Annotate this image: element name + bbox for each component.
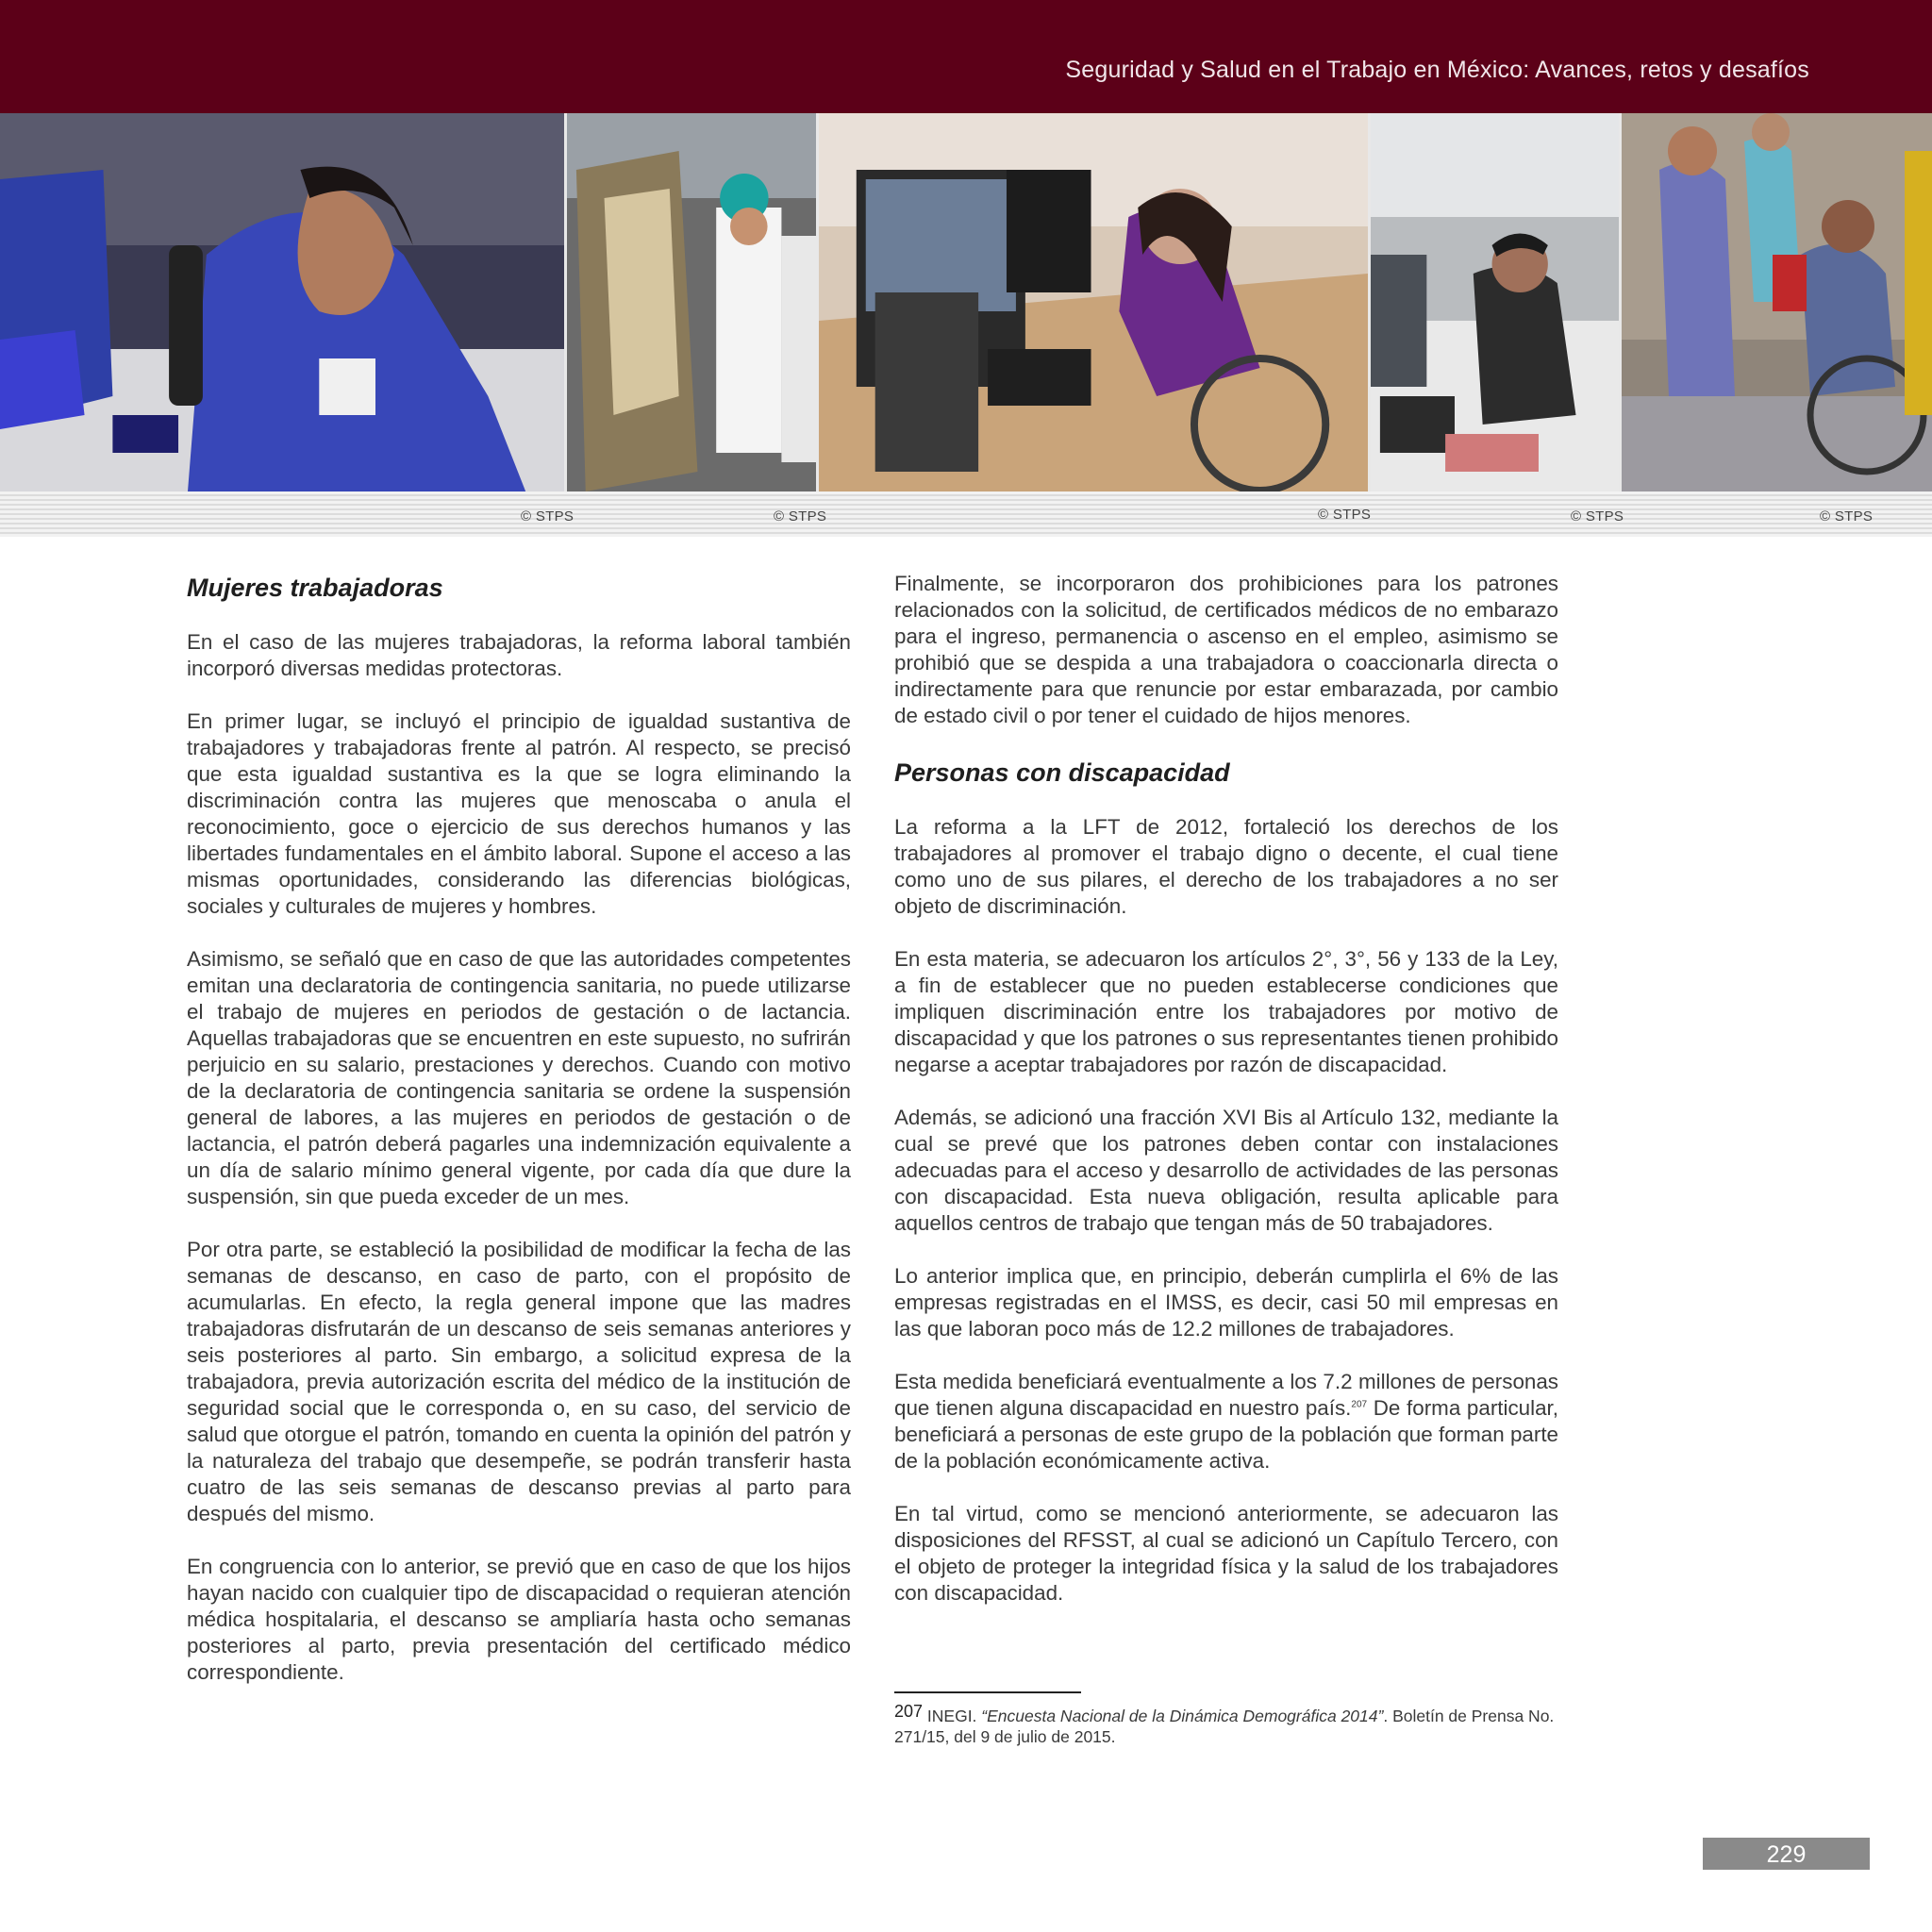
photo-woman-assembly [0,113,567,491]
right-column [894,571,1558,1633]
body-paragraph: En tal virtud, como se mencionó anteriormente, se adecuaron las disposiciones del RFSST, al cual se adicionó un Capítulo Tercero, con el objeto de proteger la integridad física y la salud de los trabajadores con discapacidad. [894,1502,1558,1605]
left-column [187,571,851,1712]
photo-car-factory [567,113,819,491]
body-paragraph-with-footnote-ref [894,1369,1558,1474]
section-heading: Personas con discapacidad [894,758,1230,787]
photo-man-workshop [1371,113,1622,491]
footnote-number: 207 [894,1702,924,1721]
footnote [894,1701,1558,1747]
running-header-title: Seguridad y Salud en el Trabajo en México: Avances, retos y desafíos [1065,57,1809,83]
body-paragraph: Asimismo, se señaló que en caso de que las autoridades competentes emitan una declaratoria de contingencia sanitaria, no puede utilizarse el trabajo de mujeres en periodos de gestación o de lactancia. Aquellas trabajadoras que se encuentren en este supuesto, no sufrirán perjuicio en su salario, prestaciones y derechos. Cuando con motivo de la declaratoria de contingencia sanitaria se ordene la suspensión general de labores, a las mujeres en periodos de gestación o de lactancia, el patrón deberá pagarles una indemnización equivalente a un día de salario mínimo general vigente, por cada día que dure la suspensión, sin que pueda exceder de un mes. [187,947,851,1208]
photo-credit: © STPS [774,508,827,525]
body-paragraph: Lo anterior implica que, en principio, deberán cumplirla el 6% de las empresas registradas en el IMSS, es decir, casi 50 mil empresas en las que laboran poco más de 12.2 millones de trabajadores. [894,1264,1558,1341]
photo-credit: © STPS [1318,507,1372,523]
photo-credit-band [0,491,1932,537]
footnote-reference[interactable]: 207 [1351,1399,1368,1410]
photo-credit: © STPS [1571,508,1624,525]
paragraph-text: Esta medida beneficiará eventualmente a los 7.2 millones de personas que tienen alguna discapacidad en nuestro país. [894,1370,1558,1420]
footnote-divider [894,1691,1081,1693]
photo-credit: © STPS [521,508,575,525]
body-paragraph: En primer lugar, se incluyó el principio de igualdad sustantiva de trabajadores y trabajadoras frente al patrón. Al respecto, se precisó que esta igualdad sustantiva es la que se logra eliminando la discriminación contra las mujeres que menoscaba o anula el reconocimiento, goce o ejercicio de sus derechos humanos y las libertades fundamentales en el ámbito laboral. Supone el acceso a las mismas oportunidades, considerando las diferencias biológicas, sociales y culturales de mujeres y hombres. [187,709,851,918]
footnote-details: . Boletín de Prensa No. 271/15, del 9 de julio de 2015. [894,1707,1555,1746]
body-paragraph: Finalmente, se incorporaron dos prohibiciones para los patrones relacionados con la solicitud, de certificados médicos de no embarazo para el ingreso, permanencia o ascenso en el empleo, asimismo se prohibió que se despida a una trabajadora o coaccionarla directa o indirectamente para que renuncie por estar embarazada, por cambio de estado civil o por tener el cuidado de hijos menores. [894,572,1558,727]
page-number: 229 [1766,1841,1807,1868]
body-paragraph: En congruencia con lo anterior, se previó que en caso de que los hijos hayan nacido con cualquier tipo de discapacidad o requieran atención médica hospitalaria, el descanso se ampliaría hasta ocho semanas posteriores al parto, previa presentación del certificado médico correspondiente. [187,1555,851,1684]
body-paragraph: En el caso de las mujeres trabajadoras, la reforma laboral también incorporó diversas medidas protectoras. [187,630,851,680]
paragraph-text: De forma particular, beneficiará a personas de este grupo de la población que forman parte de la población económicamente activa. [894,1396,1559,1473]
body-paragraph: Además, se adicionó una fracción XVI Bis al Artículo 132, mediante la cual se prevé que los patrones deben contar con instalaciones adecuadas para el acceso y desarrollo de actividades de las personas con discapacidad. Esta nueva obligación, resulta aplicable para aquellos centros de trabajo que tengan más de 50 trabajadores. [894,1106,1558,1235]
photo-wheelchair-group [1622,113,1932,491]
body-paragraph: La reforma a la LFT de 2012, fortaleció los derechos de los trabajadores al promover el trabajo digno o decente, el cual tiene como uno de sus pilares, el derecho de los trabajadores a no ser objeto de discriminación. [894,815,1558,918]
body-paragraph: En esta materia, se adecuaron los artículos 2°, 3°, 56 y 133 de la Ley, a fin de establecer que no pueden establecerse condiciones que impliquen discriminación entre los trabajadores por motivo de discapacidad y que los patrones o sus representantes tienen prohibido negarse a aceptar trabajadores por razón de discapacidad. [894,947,1558,1076]
footnote-title: “Encuesta Nacional de la Dinámica Demográfica 2014” [981,1707,1384,1725]
body-paragraph: Por otra parte, se estableció la posibilidad de modificar la fecha de las semanas de descanso, en caso de parto, con el propósito de acumularlas. En efecto, la regla general impone que las madres trabajadoras disfrutarán de un descanso de seis semanas anteriores y seis posteriores al parto. Sin embargo, a solicitud expresa de la trabajadora, previa autorización escrita del médico de la institución de seguridad social que le corresponda o, en su caso, del servicio de salud que otorgue el patrón, tomando en cuenta la opinión del patrón y la naturaleza del trabajo que desempeñe, se podrán transferir hasta cuatro de las seis semanas de descanso previas al parto para después del mismo. [187,1238,851,1525]
photo-wheelchair-computer [819,113,1371,491]
photo-strip [0,113,1932,491]
photo-credit: © STPS [1820,508,1874,525]
footnote-source: INEGI. [923,1707,982,1725]
section-heading: Mujeres trabajadoras [187,574,443,602]
